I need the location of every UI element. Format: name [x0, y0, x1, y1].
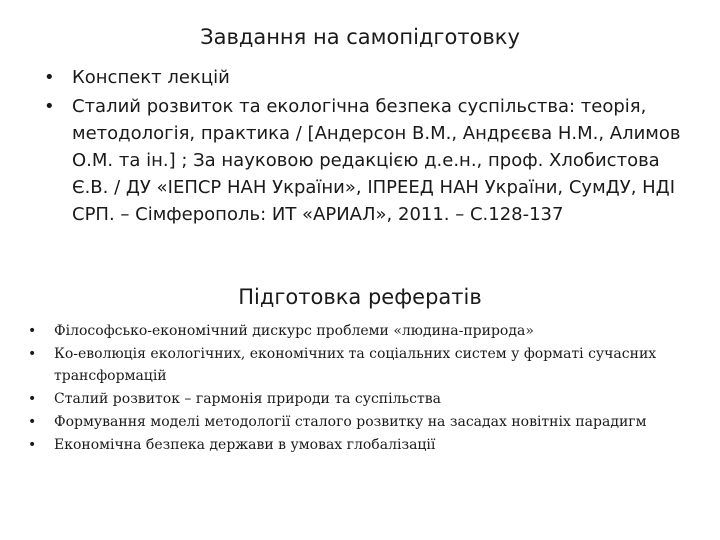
list-item: [26, 388, 686, 410]
essay-topics-list: [26, 320, 686, 457]
list-item-text: Сталий розвиток – гармонія природи та суспільства: [54, 391, 441, 407]
list-item: [26, 411, 686, 433]
bullet-icon: •: [28, 323, 37, 339]
list-item-text: Сталий розвиток та екологічна безпека суспільства: теорія, методологія, практика / [Андерсон В.М., Андрєєва Н.М., Алимов О.М. та ін.] ; За науковою редакцією д.е.н., проф. Хлобистова Є.В. / ДУ «ІЕПСР НАН України», ІПРЕЕД НАН України, СумДУ, НДІ СРП. – Сімферополь: ИТ «АРИАЛ», 2011. – С.128-137: [72, 96, 681, 225]
list-item: [26, 343, 686, 387]
list-item-text: Конспект лекцій: [72, 67, 230, 88]
bullet-icon: •: [28, 414, 37, 430]
heading-self-study: Завдання на самопідготовку: [200, 25, 520, 49]
bullet-icon: •: [28, 391, 37, 407]
list-item-text: Ко-еволюція екологічних, економічних та соціальних систем у форматі сучасних трансформацій: [54, 346, 657, 384]
bullet-icon: •: [28, 437, 37, 453]
list-item: [40, 93, 690, 228]
list-item: [26, 434, 686, 456]
bullet-icon: •: [44, 96, 55, 117]
bullet-icon: •: [44, 67, 55, 88]
heading-essays: Підготовка рефератів: [238, 285, 482, 309]
list-item-text: Економічна безпека держави в умовах глобалізації: [54, 437, 436, 453]
list-item: [26, 320, 686, 342]
list-item-text: Формування моделі методології сталого розвитку на засадах новітніх парадигм: [54, 414, 647, 430]
self-study-list: [40, 64, 690, 230]
bullet-icon: •: [28, 346, 37, 362]
list-item-text: Філософсько-економічний дискурс проблеми «людина-природа»: [54, 323, 534, 339]
list-item: [40, 64, 690, 91]
